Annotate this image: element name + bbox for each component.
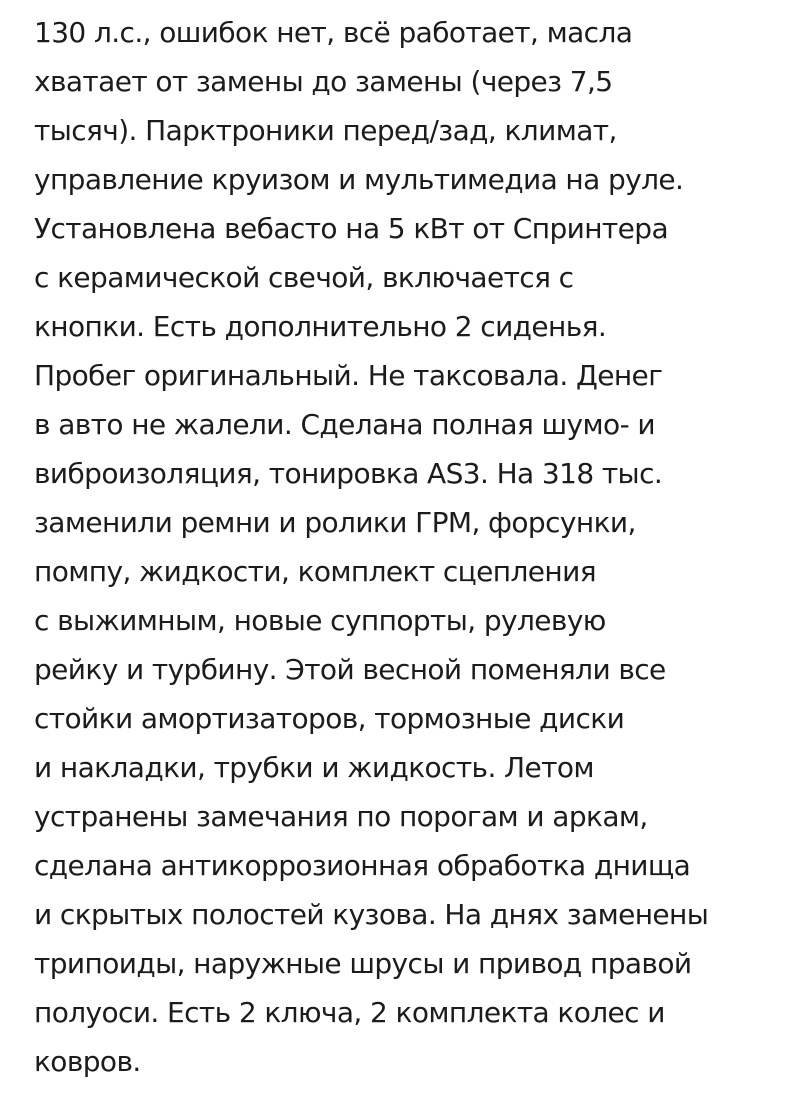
- description-line: трипоиды, наружные шрусы и привод правой: [34, 947, 692, 980]
- description-line: полуоси. Есть 2 ключа, 2 комплекта колес и: [34, 996, 665, 1029]
- description-line: хватает от замены до замены (через 7,5: [34, 65, 613, 98]
- description-line: рейку и турбину. Этой весной поменяли все: [34, 653, 666, 686]
- description-line: в авто не жалели. Сделана полная шумо- и: [34, 408, 655, 441]
- description-line: заменили ремни и ролики ГРМ, форсунки,: [34, 506, 636, 539]
- description-line: устранены замечания по порогам и аркам,: [34, 800, 648, 833]
- description-line: с керамической свечой, включается с: [34, 261, 574, 294]
- description-line: кнопки. Есть дополнительно 2 сиденья.: [34, 310, 607, 343]
- description-line: и накладки, трубки и жидкость. Летом: [34, 751, 594, 784]
- description-line: тысяч). Парктроники перед/зад, климат,: [34, 114, 617, 147]
- description-line: Установлена вебасто на 5 кВт от Спринтера: [34, 212, 669, 245]
- description-line: стойки амортизаторов, тормозные диски: [34, 702, 625, 735]
- description-line: с выжимным, новые суппорты, рулевую: [34, 604, 606, 637]
- description-line: помпу, жидкости, комплект сцепления: [34, 555, 596, 588]
- description-line: и скрытых полостей кузова. На днях заменены: [34, 898, 709, 931]
- description-line: виброизоляция, тонировка AS3. На 318 тыс.: [34, 457, 663, 490]
- description-line: 130 л.с., ошибок нет, всё работает, масла: [34, 16, 633, 49]
- description-line: сделана антикоррозионная обработка днища: [34, 849, 691, 882]
- description-line: ковров.: [34, 1045, 141, 1078]
- listing-description: [34, 8, 794, 1086]
- description-line: Пробег оригинальный. Не таксовала. Денег: [34, 359, 663, 392]
- description-line: управление круизом и мультимедиа на руле.: [34, 163, 684, 196]
